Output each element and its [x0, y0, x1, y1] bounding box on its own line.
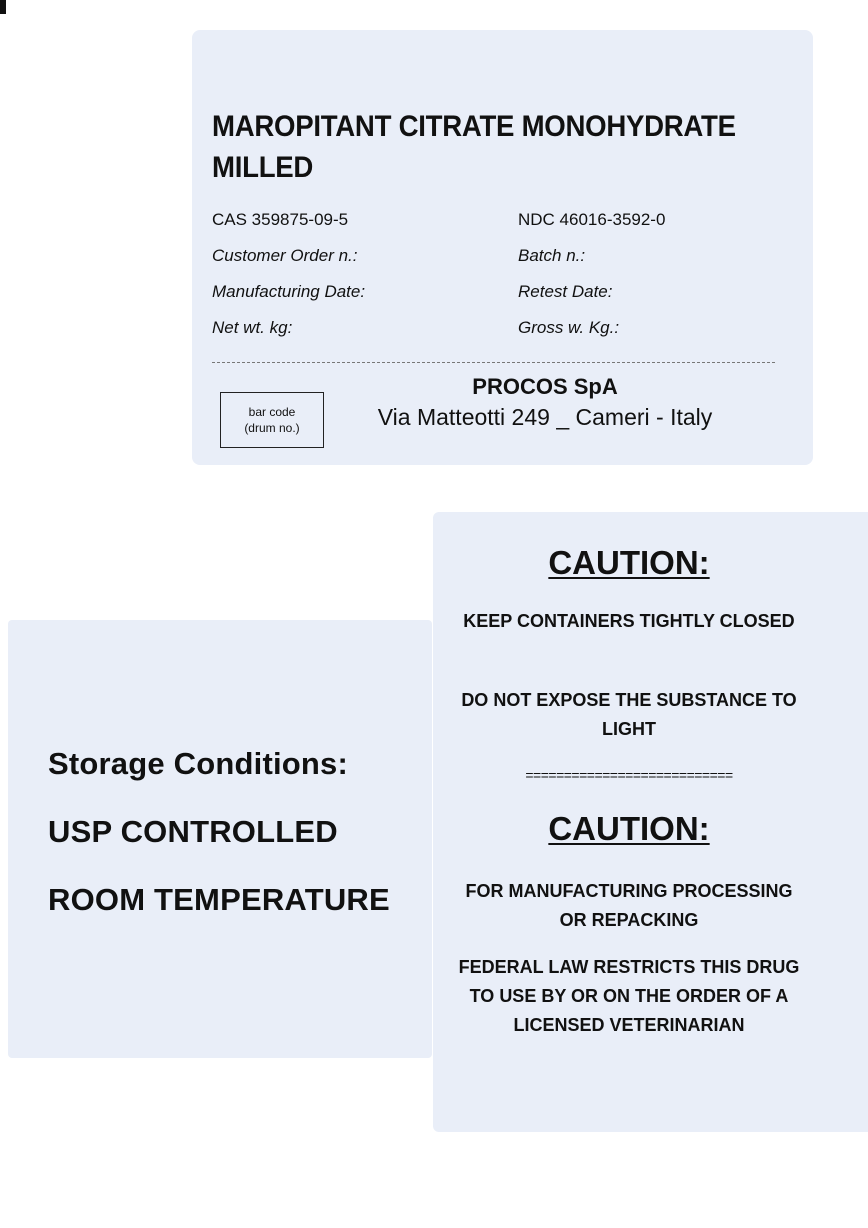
caution-text-federal-law: FEDERAL LAW RESTRICTS THIS DRUG TO USE BY OR ON THE ORDER OF A LICENSED VETERINARIAN	[458, 957, 800, 1035]
caution-text-keep-closed: KEEP CONTAINERS TIGHTLY CLOSED	[463, 611, 795, 631]
storage-label	[8, 620, 432, 1058]
manufacturing-date-field: Manufacturing Date:	[212, 282, 366, 301]
drum-number-label: (drum no.)	[244, 421, 300, 435]
caution-heading-1: CAUTION:	[548, 544, 710, 581]
retest-date-field: Retest Date:	[518, 282, 613, 301]
scan-edge-mark	[0, 0, 6, 14]
gross-weight-field: Gross w. Kg.:	[518, 318, 620, 337]
storage-line-1: USP CONTROLLED	[48, 814, 338, 849]
net-weight-field: Net wt. kg:	[212, 318, 293, 337]
caution-heading-2: CAUTION:	[548, 810, 710, 847]
company-name: PROCOS SpA	[472, 374, 618, 399]
ndc-number: NDC 46016-3592-0	[518, 210, 666, 229]
caution-text-light: DO NOT EXPOSE THE SUBSTANCE TO LIGHT	[461, 690, 797, 739]
barcode-label: bar code	[248, 405, 296, 419]
storage-heading: Storage Conditions:	[48, 746, 349, 781]
batch-field: Batch n.:	[518, 246, 586, 265]
caution-label	[433, 512, 868, 1132]
caution-text-manufacturing: FOR MANUFACTURING PROCESSING OR REPACKING	[465, 881, 793, 930]
dashed-divider	[212, 362, 775, 363]
barcode-box	[220, 392, 324, 448]
company-address: Via Matteotti 249 _ Cameri - Italy	[377, 404, 713, 430]
separator-line: ===========================	[525, 767, 733, 783]
product-label	[192, 30, 813, 465]
product-title: MAROPITANT CITRATE MONOHYDRATE MILLED	[212, 110, 736, 184]
storage-line-2: ROOM TEMPERATURE	[48, 882, 390, 917]
customer-order-field: Customer Order n.:	[212, 246, 358, 265]
cas-number: CAS 359875-09-5	[212, 210, 349, 229]
